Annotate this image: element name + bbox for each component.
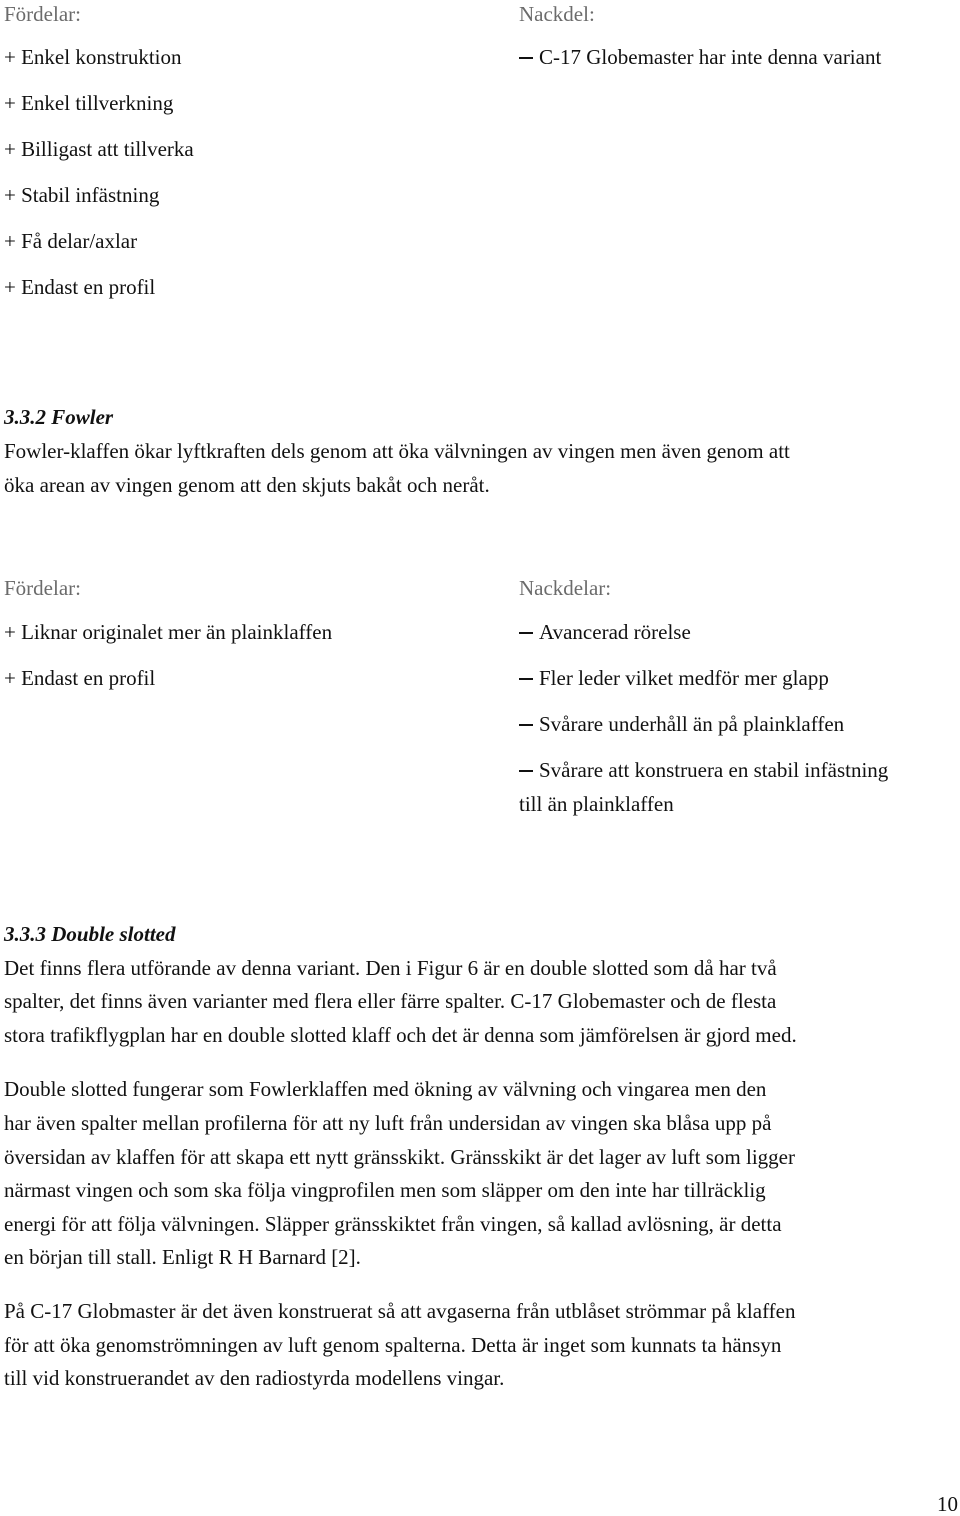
fordel-item: + Billigast att tillverka [4, 137, 194, 161]
paragraph-line: till vid konstruerandet av den radiostyrda modellens vingar. [4, 1366, 505, 1390]
nackdel-label: Nackdel: [519, 2, 595, 26]
fordel-item: + Enkel tillverkning [4, 91, 174, 115]
paragraph-line: spalter, det finns även varianter med flera eller färre spalter. C-17 Globemaster och de flesta [4, 989, 777, 1013]
nackdel-item [519, 620, 691, 644]
dash-mark [519, 632, 533, 634]
nackdel-text: Svårare att konstruera en stabil infästning [539, 758, 889, 782]
dash-mark [519, 724, 533, 726]
nackdelar-label: Nackdelar: [519, 576, 612, 600]
paragraph-line: stora trafikflygplan har en double slotted klaff och det är denna som jämförelsen är gjord med. [4, 1023, 797, 1047]
section-heading: 3.3.3 Double slotted [4, 922, 176, 946]
section-heading: 3.3.2 Fowler [4, 405, 114, 429]
page-number: 10 [937, 1492, 958, 1516]
nackdel-text: Svårare underhåll än på plainklaffen [539, 712, 845, 736]
fordel-item: + Enkel konstruktion [4, 45, 182, 69]
nackdel-item [519, 666, 829, 690]
fordelar-label: Fördelar: [4, 576, 81, 600]
dash-mark [519, 678, 533, 680]
nackdel-continuation: till än plainklaffen [519, 792, 674, 816]
dash-mark [519, 770, 533, 772]
nackdel-item [519, 758, 888, 782]
fordel-item: + Endast en profil [4, 275, 156, 299]
paragraph-line: öka arean av vingen genom att den skjuts bakåt och neråt. [4, 473, 490, 497]
paragraph-line: närmast vingen och som ska följa vingprofilen men som släpper om den inte har tillräcklig [4, 1178, 766, 1202]
paragraph-line: har även spalter mellan profilerna för att ny luft från undersidan av vingen ska blåsa upp på [4, 1111, 772, 1135]
fordelar-label: Fördelar: [4, 2, 81, 26]
fordel-item: + Stabil infästning [4, 183, 160, 207]
paragraph-line: Fowler-klaffen ökar lyftkraften dels genom att öka välvningen av vingen men även genom att [4, 439, 790, 463]
nackdel-text: Avancerad rörelse [539, 620, 691, 644]
paragraph-line: en början till stall. Enligt R H Barnard [2]. [4, 1245, 361, 1269]
paragraph-line: Det finns flera utförande av denna variant. Den i Figur 6 är en double slotted som då har två [4, 956, 777, 980]
nackdel-item [519, 45, 881, 69]
dash-mark [519, 57, 533, 59]
fordel-item: + Liknar originalet mer än plainklaffen [4, 620, 333, 644]
paragraph-line: På C-17 Globmaster är det även konstruerat så att avgaserna från utblåset strömmar på klaffen [4, 1299, 796, 1323]
paragraph-line: översidan av klaffen för att skapa ett nytt gränsskikt. Gränsskikt är det lager av luft som ligger [4, 1145, 795, 1169]
paragraph-line: energi för att följa välvningen. Släpper gränsskiktet från vingen, så kallad avlösning, är detta [4, 1212, 782, 1236]
paragraph-line: för att öka genomströmningen av luft genom spalterna. Detta är inget som kunnats ta hänsyn [4, 1333, 782, 1357]
fordel-item: + Få delar/axlar [4, 229, 138, 253]
fordel-item: + Endast en profil [4, 666, 156, 690]
nackdel-item [519, 712, 844, 736]
nackdel-text: C-17 Globemaster har inte denna variant [539, 45, 882, 69]
paragraph-line: Double slotted fungerar som Fowlerklaffen med ökning av välvning och vingarea men den [4, 1077, 767, 1101]
nackdel-text: Fler leder vilket medför mer glapp [539, 666, 829, 690]
